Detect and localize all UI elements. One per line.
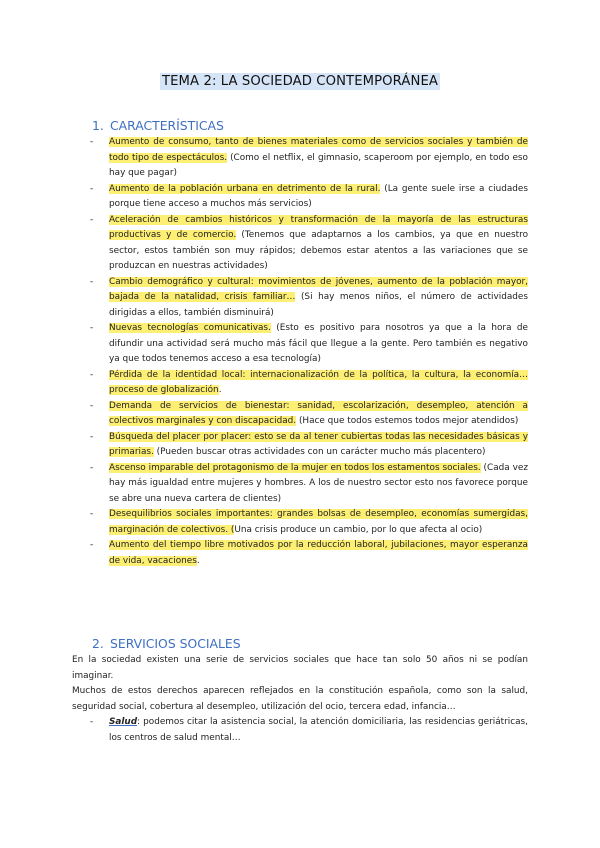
highlighted-text: Pérdida de la identidad local: internacionalización de la política, la cultura, la economía… proceso de globalización bbox=[109, 369, 528, 395]
highlighted-text: Aumento de la población urbana en detrimento de la rural. bbox=[109, 183, 381, 194]
highlighted-text: Búsqueda del placer por placer: esto se da al tener cubiertas todas las necesidades básicas y primarias. bbox=[109, 431, 528, 457]
list-dash: - bbox=[90, 276, 94, 287]
page-title-text: TEMA 2: LA SOCIEDAD CONTEMPORÁNEA bbox=[161, 74, 439, 89]
list-item bbox=[90, 430, 528, 461]
list-dash: - bbox=[90, 717, 94, 727]
list-item-note: (Hace que todos estemos todos mejor atendidos) bbox=[296, 416, 519, 426]
list-dash: - bbox=[90, 369, 94, 380]
list-dash: - bbox=[90, 431, 94, 442]
highlighted-text: Aceleración de cambios históricos y transformación de la mayoría de las estructuras productivas y de comercio. bbox=[109, 214, 528, 240]
section-number: 1. bbox=[92, 118, 104, 133]
section-title: CARACTERÍSTICAS bbox=[110, 118, 224, 133]
list-item bbox=[90, 461, 528, 508]
page-title bbox=[0, 74, 600, 89]
list-item bbox=[90, 507, 528, 538]
list-item-note: Una crisis produce un cambio, por lo que afecta al ocio) bbox=[234, 524, 483, 535]
list-item bbox=[90, 538, 528, 569]
list-item-note: . bbox=[196, 555, 200, 566]
list-item bbox=[90, 182, 528, 213]
list-item-note: . bbox=[218, 385, 222, 395]
list-item bbox=[90, 368, 528, 399]
highlighted-text: Demanda de servicios de bienestar: sanidad, escolarización, desempleo, atención a colectivos marginales y con discapacidad. bbox=[109, 400, 528, 426]
list-item-note: (Si hay menos niños, el número de actividades dirigidas a ellos, también disminuirá) bbox=[109, 292, 528, 318]
highlighted-text: Cambio demográfico y cultural: movimientos de jóvenes, aumento de la población mayor, bajada de la natalidad, crisis familiar… bbox=[109, 276, 528, 302]
section-title: SERVICIOS SOCIALES bbox=[110, 636, 241, 651]
characteristics-list bbox=[90, 135, 528, 569]
list-item-note: (Tenemos que adaptarnos a los cambios, ya que en nuestro sector, estos también son muy rápidos; debemos estar atentos a las variaciones que se produzcan en nuestras actividades) bbox=[109, 230, 528, 271]
section-heading-caracteristicas bbox=[92, 118, 224, 133]
list-item-note: (Como el netflix, el gimnasio, scaperoom por ejemplo, en todo eso hay que pagar) bbox=[109, 152, 528, 178]
highlighted-text: Ascenso imparable del protagonismo de la mujer en todos los estamentos sociales. bbox=[109, 462, 481, 473]
list-dash: - bbox=[90, 400, 94, 411]
list-dash: - bbox=[90, 323, 94, 333]
list-item bbox=[90, 321, 528, 368]
list-item-note: (Cada vez hay más igualdad entre mujeres y hombres. A los de nuestro sector esto nos favorece porque se abre una nueva cartera de clientes) bbox=[109, 462, 528, 504]
list-item bbox=[90, 213, 528, 275]
services-list bbox=[90, 715, 528, 746]
salud-term: Salud bbox=[109, 717, 138, 727]
section-number: 2. bbox=[92, 636, 104, 651]
list-item bbox=[90, 399, 528, 430]
list-item-text: : podemos citar la asistencia social, la atención domiciliaria, las residencias geriátricas, los centros de salud mental… bbox=[109, 717, 528, 743]
list-item-note: (La gente suele irse a ciudades porque tiene acceso a muchos más servicios) bbox=[109, 183, 528, 209]
highlighted-text: Desequilibrios sociales importantes: grandes bolsas de desempleo, economías sumergidas, marginación de colectivos. ( bbox=[109, 509, 528, 535]
list-item-note: (Esto es positivo para nosotros ya que a la hora de difundir una actividad será mucho más fácil que llegue a la gente. Pero también es negativo ya que todos tenemos acceso a esa tecnología) bbox=[109, 323, 529, 364]
list-item bbox=[90, 135, 528, 182]
paragraph: Muchos de estos derechos aparecen reflejados en la constitución española, como son la salud, seguridad social, cobertura al desempleo, utilización del ocio, tercera edad, infancia… bbox=[72, 686, 528, 712]
highlighted-text: Nuevas tecnologías comunicativas. bbox=[109, 323, 271, 333]
paragraph: En la sociedad existen una serie de servicios sociales que hace tan solo 50 años ni se podían imaginar. bbox=[72, 655, 528, 681]
list-item bbox=[90, 715, 528, 746]
highlighted-text: Aumento de consumo, tanto de bienes materiales como de servicios sociales y también de todo tipo de espectáculos. bbox=[109, 137, 528, 163]
highlighted-text: Aumento del tiempo libre motivados por la reducción laboral, jubilaciones, mayor esperanza de vida, vacaciones bbox=[109, 540, 528, 566]
list-item bbox=[90, 275, 528, 322]
section-heading-servicios bbox=[92, 636, 241, 651]
list-dash: - bbox=[90, 137, 94, 147]
list-dash: - bbox=[90, 183, 94, 194]
list-dash: - bbox=[90, 462, 94, 473]
list-dash: - bbox=[90, 214, 94, 225]
list-dash: - bbox=[90, 509, 94, 519]
list-item-note: (Pueden buscar otras actividades con un carácter mucho más placentero) bbox=[153, 447, 486, 457]
list-dash: - bbox=[90, 540, 94, 550]
